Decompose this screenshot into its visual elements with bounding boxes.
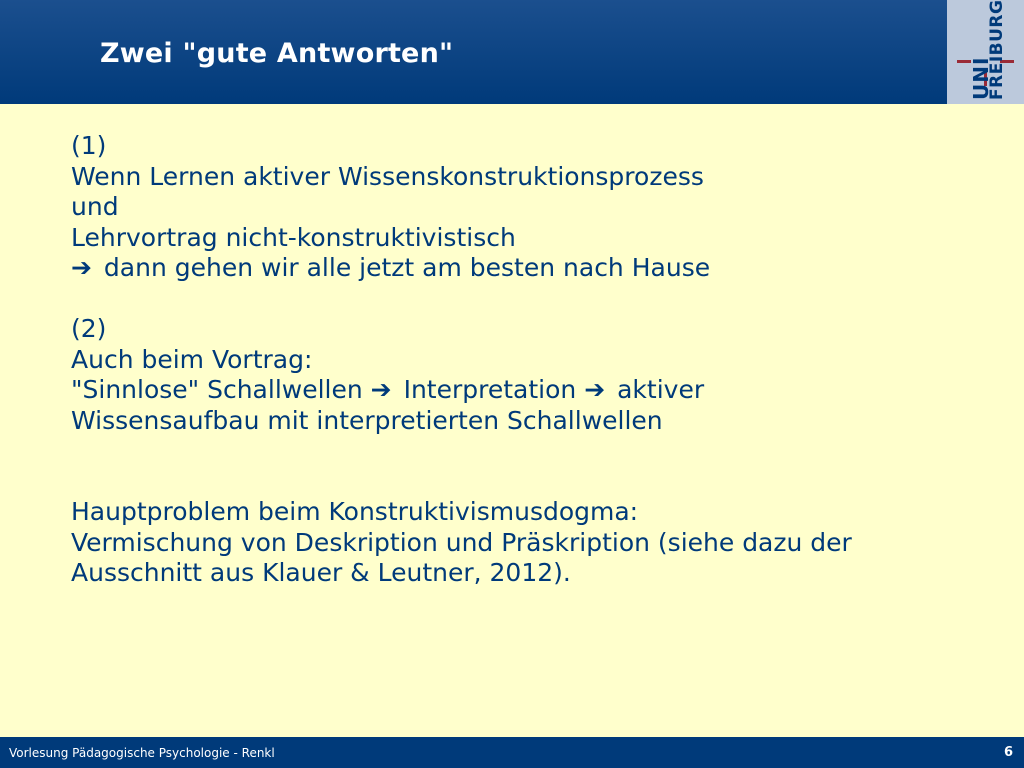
slide-content — [71, 131, 1001, 589]
footer-text: Vorlesung Pädagogische Psychologie - Renkl — [9, 746, 275, 760]
block2-line3: Wissensaufbau mit interpretierten Schallwellen — [71, 405, 663, 435]
block1-line4 — [71, 253, 1001, 284]
block2-part-b: Interpretation — [403, 375, 577, 404]
slide-header — [0, 0, 1024, 104]
block1-number: (1) — [71, 131, 107, 160]
university-logo — [947, 0, 1024, 104]
block3-line2: Vermischung von Deskription und Präskription (siehe dazu der — [71, 527, 852, 557]
page-number: 6 — [1003, 745, 1013, 760]
arrow-right-icon: ➔ — [71, 253, 92, 282]
logo-freiburg-text: FREIBURG — [987, 0, 1007, 100]
arrow-right-icon: ➔ — [584, 375, 606, 404]
block2-line1: Auch beim Vortrag: — [71, 344, 313, 374]
block2-number: (2) — [71, 314, 107, 343]
block1-line2: und — [71, 192, 119, 221]
block3-line1: Hauptproblem beim Konstruktivismusdogma: — [71, 497, 639, 526]
block1-line3: Lehrvortrag nicht-konstruktivistisch — [71, 222, 516, 252]
arrow-right-icon: ➔ — [370, 375, 392, 404]
block2-line2 — [71, 375, 1001, 406]
logo-wordmark — [947, 0, 1024, 104]
block2-part-a: "Sinnlose" Schallwellen — [71, 375, 363, 404]
block1-line1: Wenn Lernen aktiver Wissenskonstruktionsprozess — [71, 161, 704, 191]
block1-conclusion: dann gehen wir alle jetzt am besten nach Hause — [103, 253, 711, 282]
slide-title: Zwei "gute Antworten" — [100, 38, 454, 69]
logo-uni-text: UNI — [969, 56, 993, 100]
spacer — [71, 284, 1001, 315]
block3-line3: Ausschnitt aus Klauer & Leutner, 2012). — [71, 558, 571, 587]
block2-part-c: aktiver — [617, 375, 705, 404]
spacer — [71, 436, 1001, 497]
slide-footer — [0, 737, 1024, 768]
